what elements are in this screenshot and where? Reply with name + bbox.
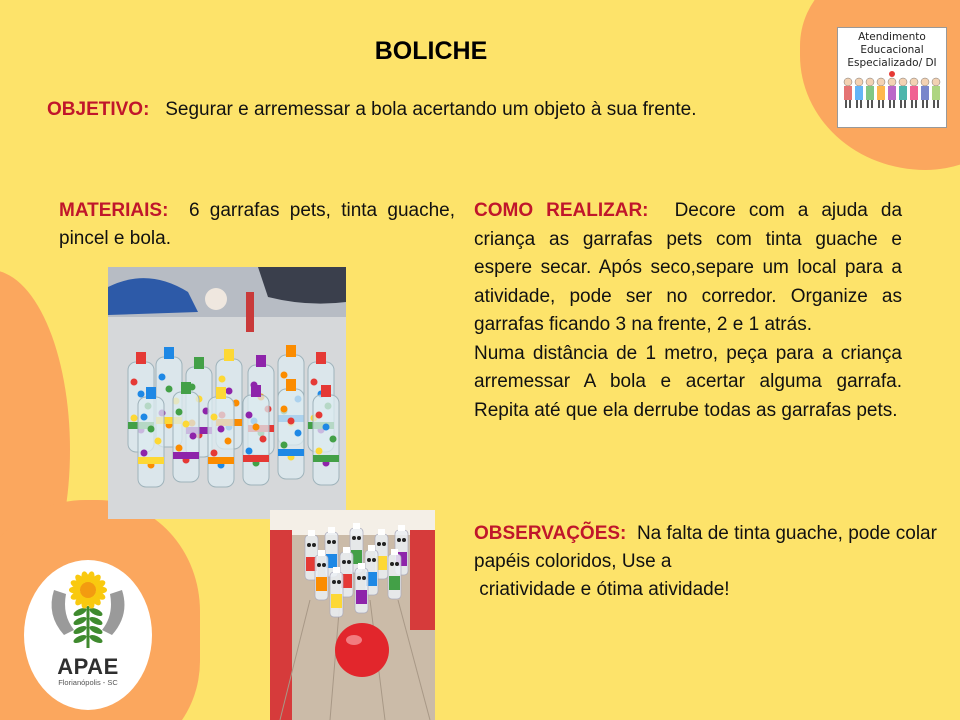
bowling-photo	[270, 510, 435, 720]
child-figure	[844, 78, 852, 108]
bottle	[208, 387, 234, 487]
bottles-photo	[108, 267, 346, 519]
aee-logo-line-3: Especializado/ DI	[847, 57, 937, 69]
page-title: BOLICHE	[374, 37, 488, 65]
apae-city: Florianópolis - SC	[58, 678, 118, 687]
child-figure	[888, 78, 896, 108]
bottle	[243, 385, 269, 485]
materials-section	[59, 197, 455, 253]
objective-line	[47, 99, 697, 121]
materials-text: 6 garrafas pets, tinta guache, pincel e bola.	[59, 200, 455, 249]
observations-label: OBSERVAÇÕES:	[474, 523, 627, 544]
child-figure	[910, 78, 918, 108]
aee-logo	[837, 27, 947, 128]
bottle	[388, 549, 401, 599]
how-to-label: COMO REALIZAR:	[474, 200, 649, 221]
observations-line-2: criatividade e ótima atividade!	[479, 579, 730, 600]
bottle	[173, 382, 199, 482]
child-figure	[921, 78, 929, 108]
how-to-paragraph-2: Numa distância de 1 metro, peça para a criança arremessar A bola e acertar alguma garrafa. Repita até que ela derrube todas as garrafas pets.	[474, 342, 902, 421]
objective-label: OBJETIVO:	[47, 99, 150, 120]
child-figure	[855, 78, 863, 108]
child-figure	[899, 78, 907, 108]
child-figure	[877, 78, 885, 108]
apae-logo	[24, 560, 152, 710]
children-drawing-icon	[838, 70, 944, 118]
child-figure	[932, 78, 940, 108]
how-to-section	[474, 197, 902, 425]
observations-line-1: Na falta de tinta guache, pode colar papéis coloridos, Use a	[474, 523, 937, 572]
how-to-paragraph-1: Decore com a ajuda da criança as garrafas pets com tinta guache e espere secar. Após seco,separe um local para a atividade, pode ser no corredor. Organize as garrafas ficando 3 na frente, 2 e 1 atrás.	[474, 200, 903, 335]
objective-text: Segurar e arremessar a bola acertando um objeto à sua frente.	[165, 99, 697, 120]
apae-name: APAE	[57, 654, 119, 679]
sunflower-hands-icon	[24, 560, 152, 656]
materials-label: MATERIAIS:	[59, 200, 169, 221]
aee-logo-line-2: Educacional	[860, 44, 924, 56]
bottle	[313, 385, 339, 485]
bottle	[330, 567, 343, 617]
bottle	[138, 387, 164, 487]
observations-section	[474, 520, 944, 604]
child-figure	[866, 78, 874, 108]
bottle	[278, 379, 304, 479]
bottle	[355, 563, 368, 613]
bottle	[315, 550, 328, 600]
aee-logo-line-1: Atendimento	[858, 31, 926, 43]
